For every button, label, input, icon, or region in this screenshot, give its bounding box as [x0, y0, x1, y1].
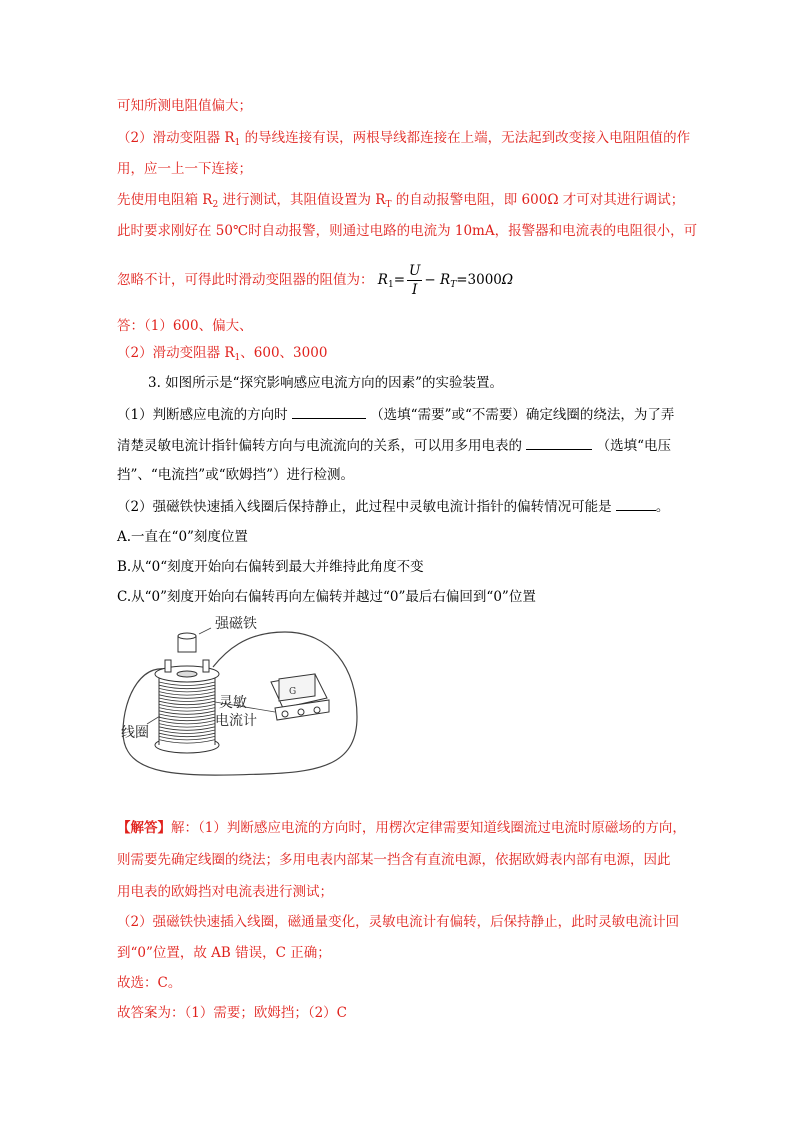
- solution-line-5: 此时要求刚好在 50℃时自动报警，则通过电路的电流为 10mA，报警器和电流表的电阻很小，可: [117, 223, 698, 239]
- solution2-line-3: 用电表的欧姆挡对电流表进行测试；: [117, 884, 333, 900]
- terminal-1: [282, 711, 288, 717]
- question-3-part2: （2）强磁铁快速插入线圈后保持静止，此过程中灵敏电流计指针的偏转情况可能是 。: [117, 496, 669, 517]
- option-b: B.从“0“刻度开始向右偏转到最大并维持此角度不变: [117, 559, 424, 575]
- experiment-figure: [115, 612, 365, 787]
- solution-line-1: 可知所测电阻值偏大；: [117, 98, 252, 114]
- option-c: C.从“0”刻度开始向右偏转再向左偏转并越过“0”最后右偏回到“0”位置: [117, 589, 536, 605]
- terminal-3: [314, 707, 320, 713]
- solution2-line-2: 则需要先确定线圈的绕法；多用电表内部某一挡含有直流电源，依据欧姆表内部有电源，因此: [117, 852, 671, 868]
- magnet: [178, 633, 196, 652]
- question-3-title: 3. 如图所示是“探究影响感应电流方向的因素”的实验装置。: [148, 375, 503, 391]
- solution-line-2: （2）滑动变阻器 $R_1$ 的导线连接有误，两根导线都连接在上端，无法起到改变接入电阻阻值的作: [117, 130, 691, 148]
- solution-line-3: 用，应一上一下连接；: [117, 161, 252, 177]
- solution2-line-4: （2）强磁铁快速插入线圈，磁通量变化，灵敏电流计有偏转，后保持静止，此时灵敏电流计回: [117, 914, 680, 930]
- galvanometer-dial-letter: G: [289, 687, 297, 697]
- solution2-line-6: 故选：C。: [117, 975, 182, 991]
- label-coil: 线圈: [121, 725, 149, 741]
- terminal-2: [298, 709, 304, 715]
- solution-line-4: 先使用电阻箱 $R_2$ 进行测试，其阻值设置为 $R_T$ 的自动报警电阻，即 600Ω 才可对其进行调试；: [117, 192, 685, 210]
- label-magnet: 强磁铁: [215, 616, 257, 632]
- option-a: A.一直在“0”刻度位置: [117, 529, 248, 545]
- label-galvanometer-1: 灵敏: [219, 695, 247, 711]
- answer-line-1: 答：（1）600、偏大、: [117, 318, 253, 334]
- coil: [155, 660, 219, 753]
- label-galvanometer-2: 电流计: [215, 713, 257, 729]
- answer-blank-2[interactable]: [526, 435, 592, 450]
- resistance-formula: $R_1=$ $\frac{U}{I}$ − $R_T=3000\Omega$: [377, 263, 514, 298]
- question-3-part1-line3: 挡”、“电流挡”或“欧姆挡”）进行检测。: [117, 467, 355, 483]
- galvanometer: [271, 674, 329, 720]
- question-3-part1-line2: 清楚灵敏电流计指针偏转方向与电流流向的关系，可以用多用电表的 （选填“电压: [117, 435, 671, 456]
- solution2-line-5: 到“0”位置，故 AB 错误，C 正确；: [117, 945, 331, 961]
- magnet-leader-line: [199, 628, 211, 634]
- answer-blank-1[interactable]: [292, 404, 366, 419]
- answer-line-2: （2）滑动变阻器 $R_1$、600、3000: [117, 345, 328, 363]
- solution2-line-1: 【解答】解：（1）判断感应电流的方向时，用楞次定律需要知道线圈流过电流时原磁场的方向，: [117, 820, 686, 836]
- coil-leader-line: [147, 716, 160, 724]
- answer-blank-3[interactable]: [616, 496, 656, 511]
- solution-line-6: 忽略不计，可得此时滑动变阻器的阻值为： $R_1=$ $\frac{U}{I}$ − $R_T=3000\Omega$: [117, 263, 514, 298]
- question-3-part1-line1: （1）判断感应电流的方向时 （选填“需要”或“不需要）确定线圈的绕法，为了弄: [117, 404, 674, 425]
- final-answer: 故答案为：（1）需要；欧姆挡；（2）C: [117, 1005, 348, 1021]
